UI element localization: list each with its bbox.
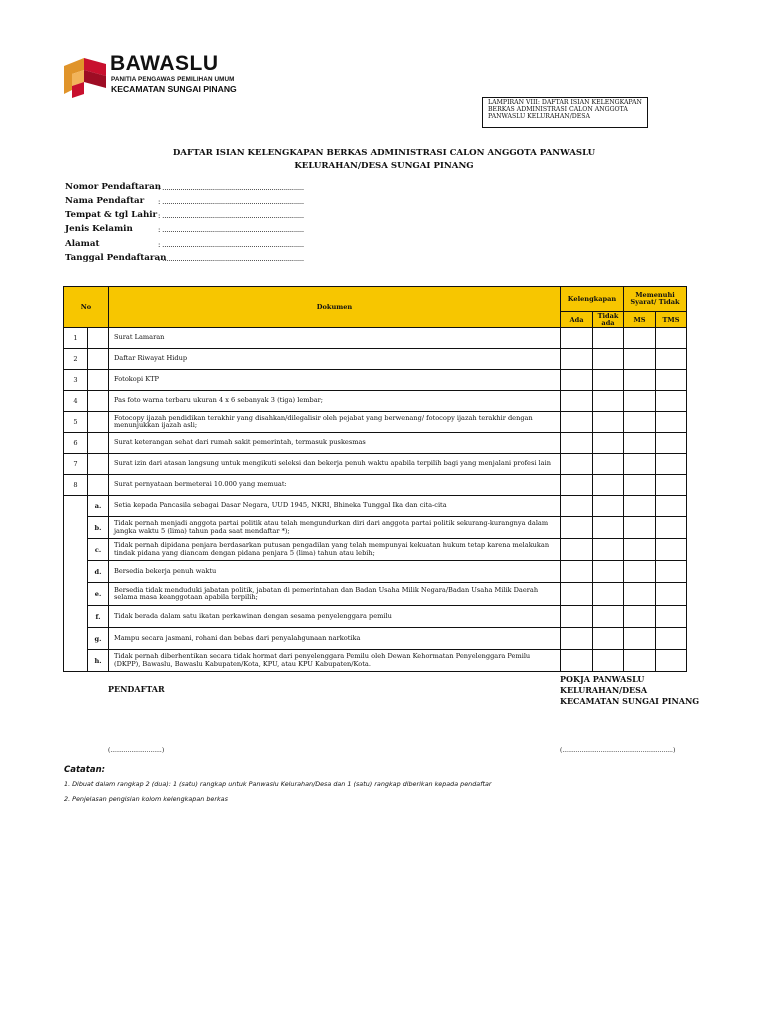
header-memenuhi-syarat: Memenuhi Syarat/ Tidak xyxy=(624,287,687,312)
check-cell-ms[interactable] xyxy=(624,628,656,650)
check-cell-ada[interactable] xyxy=(561,628,593,650)
field-blank-nomor-pendaftaran[interactable]: : ...................................................................... xyxy=(158,184,304,192)
check-cell-tidak-ada[interactable] xyxy=(593,412,624,433)
check-cell-tms[interactable] xyxy=(656,606,687,628)
subrow-letter: c. xyxy=(88,539,109,561)
check-cell-tms[interactable] xyxy=(656,539,687,561)
check-cell-tms[interactable] xyxy=(656,391,687,412)
check-cell-ms[interactable] xyxy=(624,412,656,433)
check-cell-tidak-ada[interactable] xyxy=(593,349,624,370)
check-cell-ms[interactable] xyxy=(624,349,656,370)
check-cell-tidak-ada[interactable] xyxy=(593,583,624,606)
document-title-line-2: KELURAHAN/DESA SUNGAI PINANG xyxy=(294,161,474,171)
check-cell-ada[interactable] xyxy=(561,454,593,475)
check-cell-tms[interactable] xyxy=(656,628,687,650)
check-cell-tms[interactable] xyxy=(656,583,687,606)
check-cell-ms[interactable] xyxy=(624,454,656,475)
subrow-statement: Mampu secara jasmani, rohani dan bebas dari penyalahgunaan narkotika xyxy=(109,628,561,650)
header-tidak-ada: Tidak ada xyxy=(593,312,624,328)
check-cell-tms[interactable] xyxy=(656,475,687,496)
check-cell-ms[interactable] xyxy=(624,475,656,496)
logo-title: BAWASLU xyxy=(110,52,219,75)
check-cell-tidak-ada[interactable] xyxy=(593,561,624,583)
subrow-statement: Tidak pernah dipidana penjara berdasarkan putusan pengadilan yang telah mempunyai kekuatan hukum tetap karena melakukan tindak pidana yang diancam dengan pidana penjara 5 (lima) tahun atau lebih; xyxy=(109,539,561,561)
subrow-letter: g. xyxy=(88,628,109,650)
logo-location: KECAMATAN SUNGAI PINANG xyxy=(111,84,237,94)
header-ms: MS xyxy=(624,312,656,328)
row-document: Fotocopy ijazah pendidikan terakhir yang disahkan/dilegalisir oleh pejabat yang berwenang/ fotocopy ijazah terakhir dengan menunjukkan ijazah asli; xyxy=(109,412,561,433)
check-cell-ada[interactable] xyxy=(561,496,593,517)
check-cell-tidak-ada[interactable] xyxy=(593,391,624,412)
check-cell-ms[interactable] xyxy=(624,370,656,391)
table-row xyxy=(64,349,687,370)
check-cell-ada[interactable] xyxy=(561,561,593,583)
row-number: 4 xyxy=(64,391,88,412)
check-cell-ms[interactable] xyxy=(624,606,656,628)
field-blank-nama-pendaftar[interactable]: : ...................................................................... xyxy=(158,198,304,206)
check-cell-ada[interactable] xyxy=(561,583,593,606)
pendaftar-label: PENDAFTAR xyxy=(108,684,165,694)
check-cell-tidak-ada[interactable] xyxy=(593,328,624,349)
table-row xyxy=(64,412,687,433)
check-cell-ms[interactable] xyxy=(624,583,656,606)
row-number: 1 xyxy=(64,328,88,349)
row-document: Surat izin dari atasan langsung untuk mengikuti seleksi dan bekerja penuh waktu apabila terpilih bagi yang menjalani profesi lain xyxy=(109,454,561,475)
table-subrow xyxy=(64,583,687,606)
pokja-line-1: POKJA PANWASLU xyxy=(560,674,645,684)
row-number: 3 xyxy=(64,370,88,391)
check-cell-ms[interactable] xyxy=(624,539,656,561)
field-blank-alamat[interactable]: : ...................................................................... xyxy=(158,241,304,249)
subrow-statement: Bersedia tidak menduduki jabatan politik, jabatan di pemerintahan dan Badan Usaha Milik Negara/Badan Usaha Milik Daerah selama masa keanggotaan apabila terpilih; xyxy=(109,583,561,606)
row-document: Surat keterangan sehat dari rumah sakit pemerintah, termasuk puskesmas xyxy=(109,433,561,454)
check-cell-ada[interactable] xyxy=(561,517,593,539)
pokja-line-2: KELURAHAN/DESA xyxy=(560,685,648,695)
check-cell-tidak-ada[interactable] xyxy=(593,370,624,391)
check-cell-tidak-ada[interactable] xyxy=(593,606,624,628)
notes-heading: Catatan: xyxy=(64,765,106,775)
field-label-jenis-kelamin: Jenis Kelamin xyxy=(65,224,133,234)
row-document: Surat Lamaran xyxy=(109,328,561,349)
subrow-letter: e. xyxy=(88,583,109,606)
check-cell-ms[interactable] xyxy=(624,517,656,539)
check-cell-tidak-ada[interactable] xyxy=(593,650,624,672)
table-row xyxy=(64,454,687,475)
check-cell-ms[interactable] xyxy=(624,496,656,517)
check-cell-tidak-ada[interactable] xyxy=(593,475,624,496)
check-cell-ada[interactable] xyxy=(561,650,593,672)
notes-item-2: 2. Penjelasan pengisian kolom kelengkapan berkas xyxy=(64,795,228,803)
table-subrow xyxy=(64,561,687,583)
table-row xyxy=(64,475,687,496)
field-blank-tempat-tgl-lahir[interactable]: : ...................................................................... xyxy=(158,212,304,220)
subrow-letter: f. xyxy=(88,606,109,628)
check-cell-ada[interactable] xyxy=(561,370,593,391)
check-cell-ms[interactable] xyxy=(624,328,656,349)
logo-subtitle: PANITIA PENGAWAS PEMILIHAN UMUM xyxy=(111,76,235,83)
row-document: Pas foto warna terbaru ukuran 4 x 6 sebanyak 3 (tiga) lembar; xyxy=(109,391,561,412)
row-number: 8 xyxy=(64,475,88,496)
subrow-letter: b. xyxy=(88,517,109,539)
row-number: 2 xyxy=(64,349,88,370)
check-cell-tms[interactable] xyxy=(656,561,687,583)
table-subrow xyxy=(64,628,687,650)
check-cell-ms[interactable] xyxy=(624,391,656,412)
table-subrow xyxy=(64,539,687,561)
table-row xyxy=(64,391,687,412)
check-cell-tidak-ada[interactable] xyxy=(593,628,624,650)
table-subrow xyxy=(64,606,687,628)
check-cell-tms[interactable] xyxy=(656,650,687,672)
header-ada: Ada xyxy=(561,312,593,328)
check-cell-tidak-ada[interactable] xyxy=(593,539,624,561)
pokja-line-3: KECAMATAN SUNGAI PINANG xyxy=(560,696,700,706)
table-subrow xyxy=(64,650,687,672)
check-cell-tms[interactable] xyxy=(656,433,687,454)
header-tms: TMS xyxy=(656,312,687,328)
row-number: 6 xyxy=(64,433,88,454)
row-number: 7 xyxy=(64,454,88,475)
check-cell-tidak-ada[interactable] xyxy=(593,496,624,517)
table-row xyxy=(64,328,687,349)
pokja-signature-heading xyxy=(560,674,699,707)
check-cell-ada[interactable] xyxy=(561,539,593,561)
document-title-line-1: DAFTAR ISIAN KELENGKAPAN BERKAS ADMINISTRASI CALON ANGGOTA PANWASLU xyxy=(172,148,596,158)
check-cell-tms[interactable] xyxy=(656,517,687,539)
row-document: Surat pernyataan bermeterai 10.000 yang memuat: xyxy=(109,475,561,496)
check-cell-ms[interactable] xyxy=(624,650,656,672)
header-no: No xyxy=(64,287,109,328)
field-blank-jenis-kelamin[interactable]: : ...................................................................... xyxy=(158,226,304,234)
check-cell-tms[interactable] xyxy=(656,454,687,475)
table-row xyxy=(64,370,687,391)
check-cell-ada[interactable] xyxy=(561,391,593,412)
header-dokumen: Dokumen xyxy=(109,287,561,328)
field-blank-tanggal-pendaftaran[interactable]: : ...................................................................... xyxy=(158,255,304,263)
table-row xyxy=(64,433,687,454)
subrow-statement: Bersedia bekerja penuh waktu xyxy=(109,561,561,583)
row-number: 5 xyxy=(64,412,88,433)
field-label-nomor-pendaftaran: Nomor Pendaftaran xyxy=(65,182,162,192)
subrow-letter: a. xyxy=(88,496,109,517)
subrow-statement: Setia kepada Pancasila sebagai Dasar Negara, UUD 1945, NKRI, Bhineka Tunggal Ika dan cita-cita xyxy=(109,496,561,517)
bawaslu-emblem-icon xyxy=(62,54,108,98)
table-subrow xyxy=(64,517,687,539)
check-cell-ms[interactable] xyxy=(624,433,656,454)
field-label-nama-pendaftar: Nama Pendaftar xyxy=(65,196,145,206)
pokja-signature-blank[interactable]: (..........................................................) xyxy=(560,747,676,754)
check-cell-tms[interactable] xyxy=(656,349,687,370)
subrow-letter: d. xyxy=(88,561,109,583)
field-label-tempat-tgl-lahir: Tempat & tgl Lahir xyxy=(65,210,158,220)
check-cell-ada[interactable] xyxy=(561,412,593,433)
row-document: Daftar Riwayat Hidup xyxy=(109,349,561,370)
row-document: Fotokopi KTP xyxy=(109,370,561,391)
check-cell-tms[interactable] xyxy=(656,370,687,391)
check-cell-tms[interactable] xyxy=(656,412,687,433)
subrow-statement: Tidak berada dalam satu ikatan perkawinan dengan sesama penyelenggara pemilu xyxy=(109,606,561,628)
check-cell-ada[interactable] xyxy=(561,475,593,496)
subrow-statement: Tidak pernah menjadi anggota partai politik atau telah mengundurkan diri dari anggota partai politik sekurang-kurangnya dalam jangka waktu 5 (lima) tahun pada saat mendaftar *); xyxy=(109,517,561,539)
field-label-tanggal-pendaftaran: Tanggal Pendaftaran xyxy=(65,253,167,263)
bawaslu-logo xyxy=(62,54,262,102)
check-cell-tidak-ada[interactable] xyxy=(593,517,624,539)
checklist-table xyxy=(63,286,687,672)
check-cell-ms[interactable] xyxy=(624,561,656,583)
notes-item-1: 1. Dibuat dalam rangkap 2 (dua): 1 (satu) rangkap untuk Panwaslu Kelurahan/Desa dan 1 (satu) rangkap diberikan kepada pendaftar xyxy=(64,780,492,788)
pendaftar-signature-blank[interactable]: (...........................) xyxy=(108,747,165,754)
check-cell-ada[interactable] xyxy=(561,349,593,370)
check-cell-tms[interactable] xyxy=(656,328,687,349)
subrow-statement: Tidak pernah diberhentikan secara tidak hormat dari penyelenggara Pemilu oleh Dewan Kehormatan Penyelenggara Pemilu (DKPP), Bawaslu, Bawaslu Kabupaten/Kota, KPU, atau KPU Kabupaten/Kota. xyxy=(109,650,561,672)
check-cell-ada[interactable] xyxy=(561,606,593,628)
check-cell-ada[interactable] xyxy=(561,328,593,349)
check-cell-tms[interactable] xyxy=(656,496,687,517)
check-cell-tidak-ada[interactable] xyxy=(593,433,624,454)
check-cell-tidak-ada[interactable] xyxy=(593,454,624,475)
check-cell-ada[interactable] xyxy=(561,433,593,454)
table-subrow xyxy=(64,496,687,517)
subrow-letter: h. xyxy=(88,650,109,672)
header-kelengkapan: Kelengkapan xyxy=(561,287,624,312)
lampiran-box: LAMPIRAN VIII: DAFTAR ISIAN KELENGKAPAN BERKAS ADMINISTRASI CALON ANGGOTA PANWASLU KELURAHAN/DESA xyxy=(482,97,648,128)
field-label-alamat: Alamat xyxy=(65,239,100,249)
